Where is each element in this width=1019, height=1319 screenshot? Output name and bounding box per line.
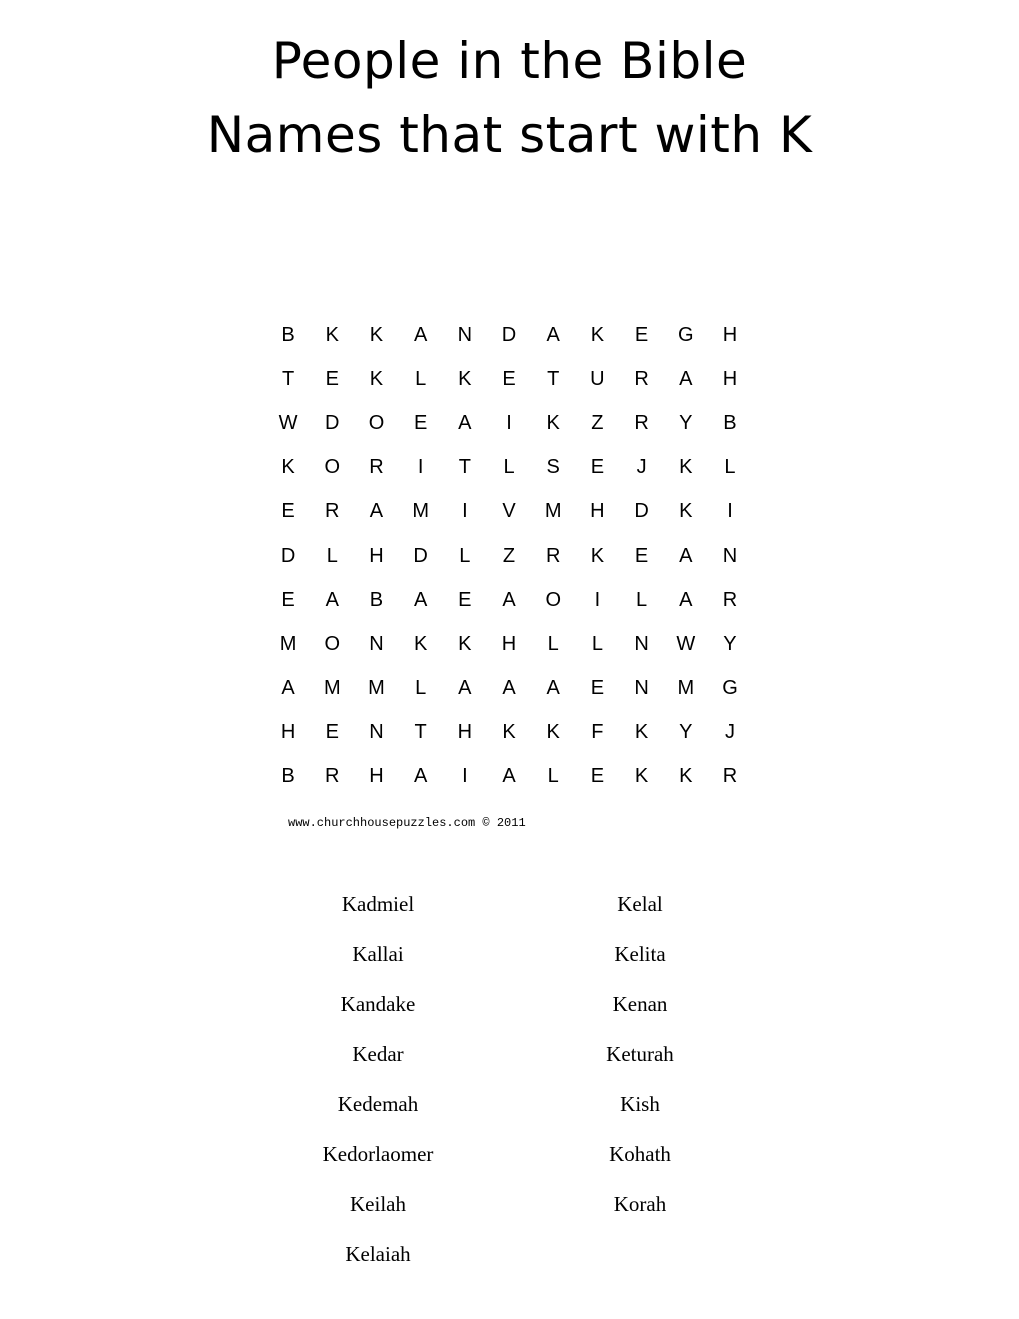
- word-list-item: Kedorlaomer: [322, 1142, 434, 1166]
- grid-letter: A: [413, 588, 428, 611]
- grid-letter: Y: [723, 632, 737, 655]
- grid-letter: K: [325, 323, 339, 346]
- grid-letter: E: [325, 367, 339, 390]
- word-list-item: Kedemah: [337, 1092, 419, 1116]
- grid-letter: L: [547, 632, 559, 655]
- grid-letter: H: [722, 323, 738, 346]
- grid-letter: N: [634, 677, 649, 700]
- grid-letter: B: [369, 588, 384, 611]
- word-list-right: [510, 886, 770, 1236]
- grid-letter: T: [414, 721, 427, 744]
- grid-letter: A: [413, 765, 428, 788]
- grid-letter: A: [679, 544, 693, 567]
- grid-letter: B: [281, 323, 295, 346]
- grid-letter: I: [417, 456, 424, 479]
- grid-letter: B: [281, 765, 295, 788]
- grid-letter: H: [501, 632, 517, 655]
- grid-letter: R: [634, 411, 649, 434]
- grid-letter: A: [369, 500, 384, 523]
- page-subtitle: Names that start with K: [206, 106, 813, 164]
- grid-letter: E: [413, 411, 428, 434]
- grid-letter: K: [281, 456, 295, 479]
- grid-letter: A: [546, 677, 560, 700]
- word-list-item: Kelal: [617, 892, 663, 916]
- grid-letter: O: [324, 632, 341, 655]
- word-list-left: [248, 886, 508, 1286]
- grid-letter: A: [458, 677, 472, 700]
- grid-letter: Z: [502, 544, 516, 567]
- grid-letter: A: [679, 367, 693, 390]
- grid-letter: T: [281, 367, 295, 390]
- grid-letter: R: [369, 456, 384, 479]
- grid-letter: A: [325, 588, 339, 611]
- grid-letter: T: [547, 367, 560, 390]
- grid-letter: D: [413, 544, 428, 567]
- grid-letter: D: [634, 500, 649, 523]
- grid-letter: H: [369, 765, 384, 788]
- grid-letter: H: [457, 721, 473, 744]
- grid-letter: A: [679, 588, 693, 611]
- grid-letter: Y: [679, 721, 693, 744]
- grid-letter: E: [458, 588, 472, 611]
- grid-letter: O: [545, 588, 561, 611]
- grid-letter: K: [369, 367, 384, 390]
- grid-letter: N: [457, 323, 473, 346]
- grid-letter: I: [727, 500, 733, 523]
- grid-letter: W: [676, 632, 696, 655]
- grid-letter: L: [415, 677, 427, 700]
- grid-letter: L: [503, 456, 515, 479]
- grid-letter: R: [634, 367, 649, 390]
- grid-letter: L: [415, 367, 427, 390]
- grid-letter: Z: [591, 411, 604, 434]
- grid-letter: V: [502, 500, 516, 523]
- grid-letter: K: [369, 323, 384, 346]
- grid-letter: R: [722, 588, 738, 611]
- grid-letter: L: [547, 765, 559, 788]
- grid-letter: A: [502, 765, 516, 788]
- grid-letter: K: [679, 765, 693, 788]
- word-list-item: Kallai: [352, 942, 404, 966]
- grid-letter: L: [724, 456, 736, 479]
- grid-letter: E: [281, 588, 295, 611]
- grid-letter: U: [590, 367, 605, 390]
- grid-letter: D: [325, 411, 340, 434]
- grid-letter: H: [369, 544, 384, 567]
- grid-letter: G: [678, 323, 694, 346]
- grid-letter: R: [325, 765, 340, 788]
- grid-letter: R: [722, 765, 738, 788]
- grid-letter: K: [679, 456, 693, 479]
- grid-letter: L: [591, 632, 603, 655]
- grid-letter: R: [325, 500, 340, 523]
- grid-letter: W: [278, 411, 298, 434]
- grid-letter: H: [722, 367, 738, 390]
- grid-letter: E: [325, 721, 339, 744]
- word-list-item: Kelaiah: [345, 1242, 411, 1266]
- grid-letter: E: [590, 765, 605, 788]
- grid-letter: R: [545, 544, 561, 567]
- grid-letter: D: [280, 544, 296, 567]
- grid-letter: A: [281, 677, 295, 700]
- grid-letter: L: [459, 544, 471, 567]
- grid-letter: O: [324, 456, 341, 479]
- grid-letter: K: [502, 721, 516, 744]
- grid-letter: L: [326, 544, 338, 567]
- grid-letter: F: [591, 721, 604, 744]
- word-list-item: Korah: [613, 1192, 667, 1216]
- grid-letter: I: [462, 500, 468, 523]
- grid-letter: K: [546, 721, 560, 744]
- grid-letter: O: [368, 411, 385, 434]
- grid-letter: E: [502, 367, 516, 390]
- grid-letter: A: [546, 323, 560, 346]
- grid-letter: M: [544, 500, 562, 523]
- word-list-item: Kelita: [614, 942, 666, 966]
- grid-letter: M: [323, 677, 341, 700]
- grid-letter: I: [594, 588, 601, 611]
- word-search-grid: [266, 313, 752, 799]
- grid-letter: K: [679, 500, 693, 523]
- word-list-item: Kish: [620, 1092, 660, 1116]
- grid-letter: S: [546, 456, 560, 479]
- word-list-item: Kenan: [612, 992, 668, 1016]
- grid-letter: A: [502, 588, 516, 611]
- grid-letter: M: [368, 677, 385, 700]
- grid-letter: K: [634, 721, 649, 744]
- word-list-item: Keturah: [606, 1042, 674, 1066]
- grid-letter: N: [369, 721, 384, 744]
- credit-line: www.churchhousepuzzles.com © 2011: [288, 816, 526, 830]
- grid-letter: A: [502, 677, 516, 700]
- grid-letter: N: [722, 544, 738, 567]
- grid-letter: E: [590, 456, 605, 479]
- word-list-item: Kadmiel: [341, 892, 415, 916]
- grid-letter: A: [413, 323, 428, 346]
- grid-letter: N: [369, 632, 384, 655]
- grid-letter: M: [279, 632, 297, 655]
- grid-letter: M: [677, 677, 695, 700]
- word-list-item: Kedar: [352, 1042, 404, 1066]
- grid-letter: B: [723, 411, 737, 434]
- grid-letter: D: [501, 323, 517, 346]
- grid-letter: A: [458, 411, 472, 434]
- grid-letter: K: [590, 323, 605, 346]
- grid-letter: J: [636, 456, 647, 479]
- grid-letter: E: [634, 544, 649, 567]
- grid-letter: G: [722, 677, 738, 700]
- grid-letter: E: [634, 323, 649, 346]
- grid-letter: L: [636, 588, 648, 611]
- grid-letter: J: [724, 721, 735, 744]
- grid-letter: H: [280, 721, 296, 744]
- grid-letter: E: [281, 500, 295, 523]
- grid-letter: T: [458, 456, 471, 479]
- grid-letter: K: [546, 411, 560, 434]
- grid-letter: I: [506, 411, 512, 434]
- word-list-item: Keilah: [350, 1192, 406, 1216]
- grid-letter: N: [634, 632, 649, 655]
- grid-letter: I: [462, 765, 468, 788]
- grid-letter: K: [458, 632, 472, 655]
- word-list-item: Kandake: [340, 992, 416, 1016]
- grid-letter: K: [590, 544, 605, 567]
- word-list-item: Kohath: [609, 1142, 671, 1166]
- grid-letter: Y: [679, 411, 693, 434]
- page-title: People in the Bible: [271, 32, 748, 90]
- grid-letter: K: [634, 765, 649, 788]
- grid-letter: M: [412, 500, 429, 523]
- grid-letter: K: [458, 367, 472, 390]
- grid-letter: E: [590, 677, 605, 700]
- grid-letter: K: [413, 632, 428, 655]
- grid-letter: H: [590, 500, 605, 523]
